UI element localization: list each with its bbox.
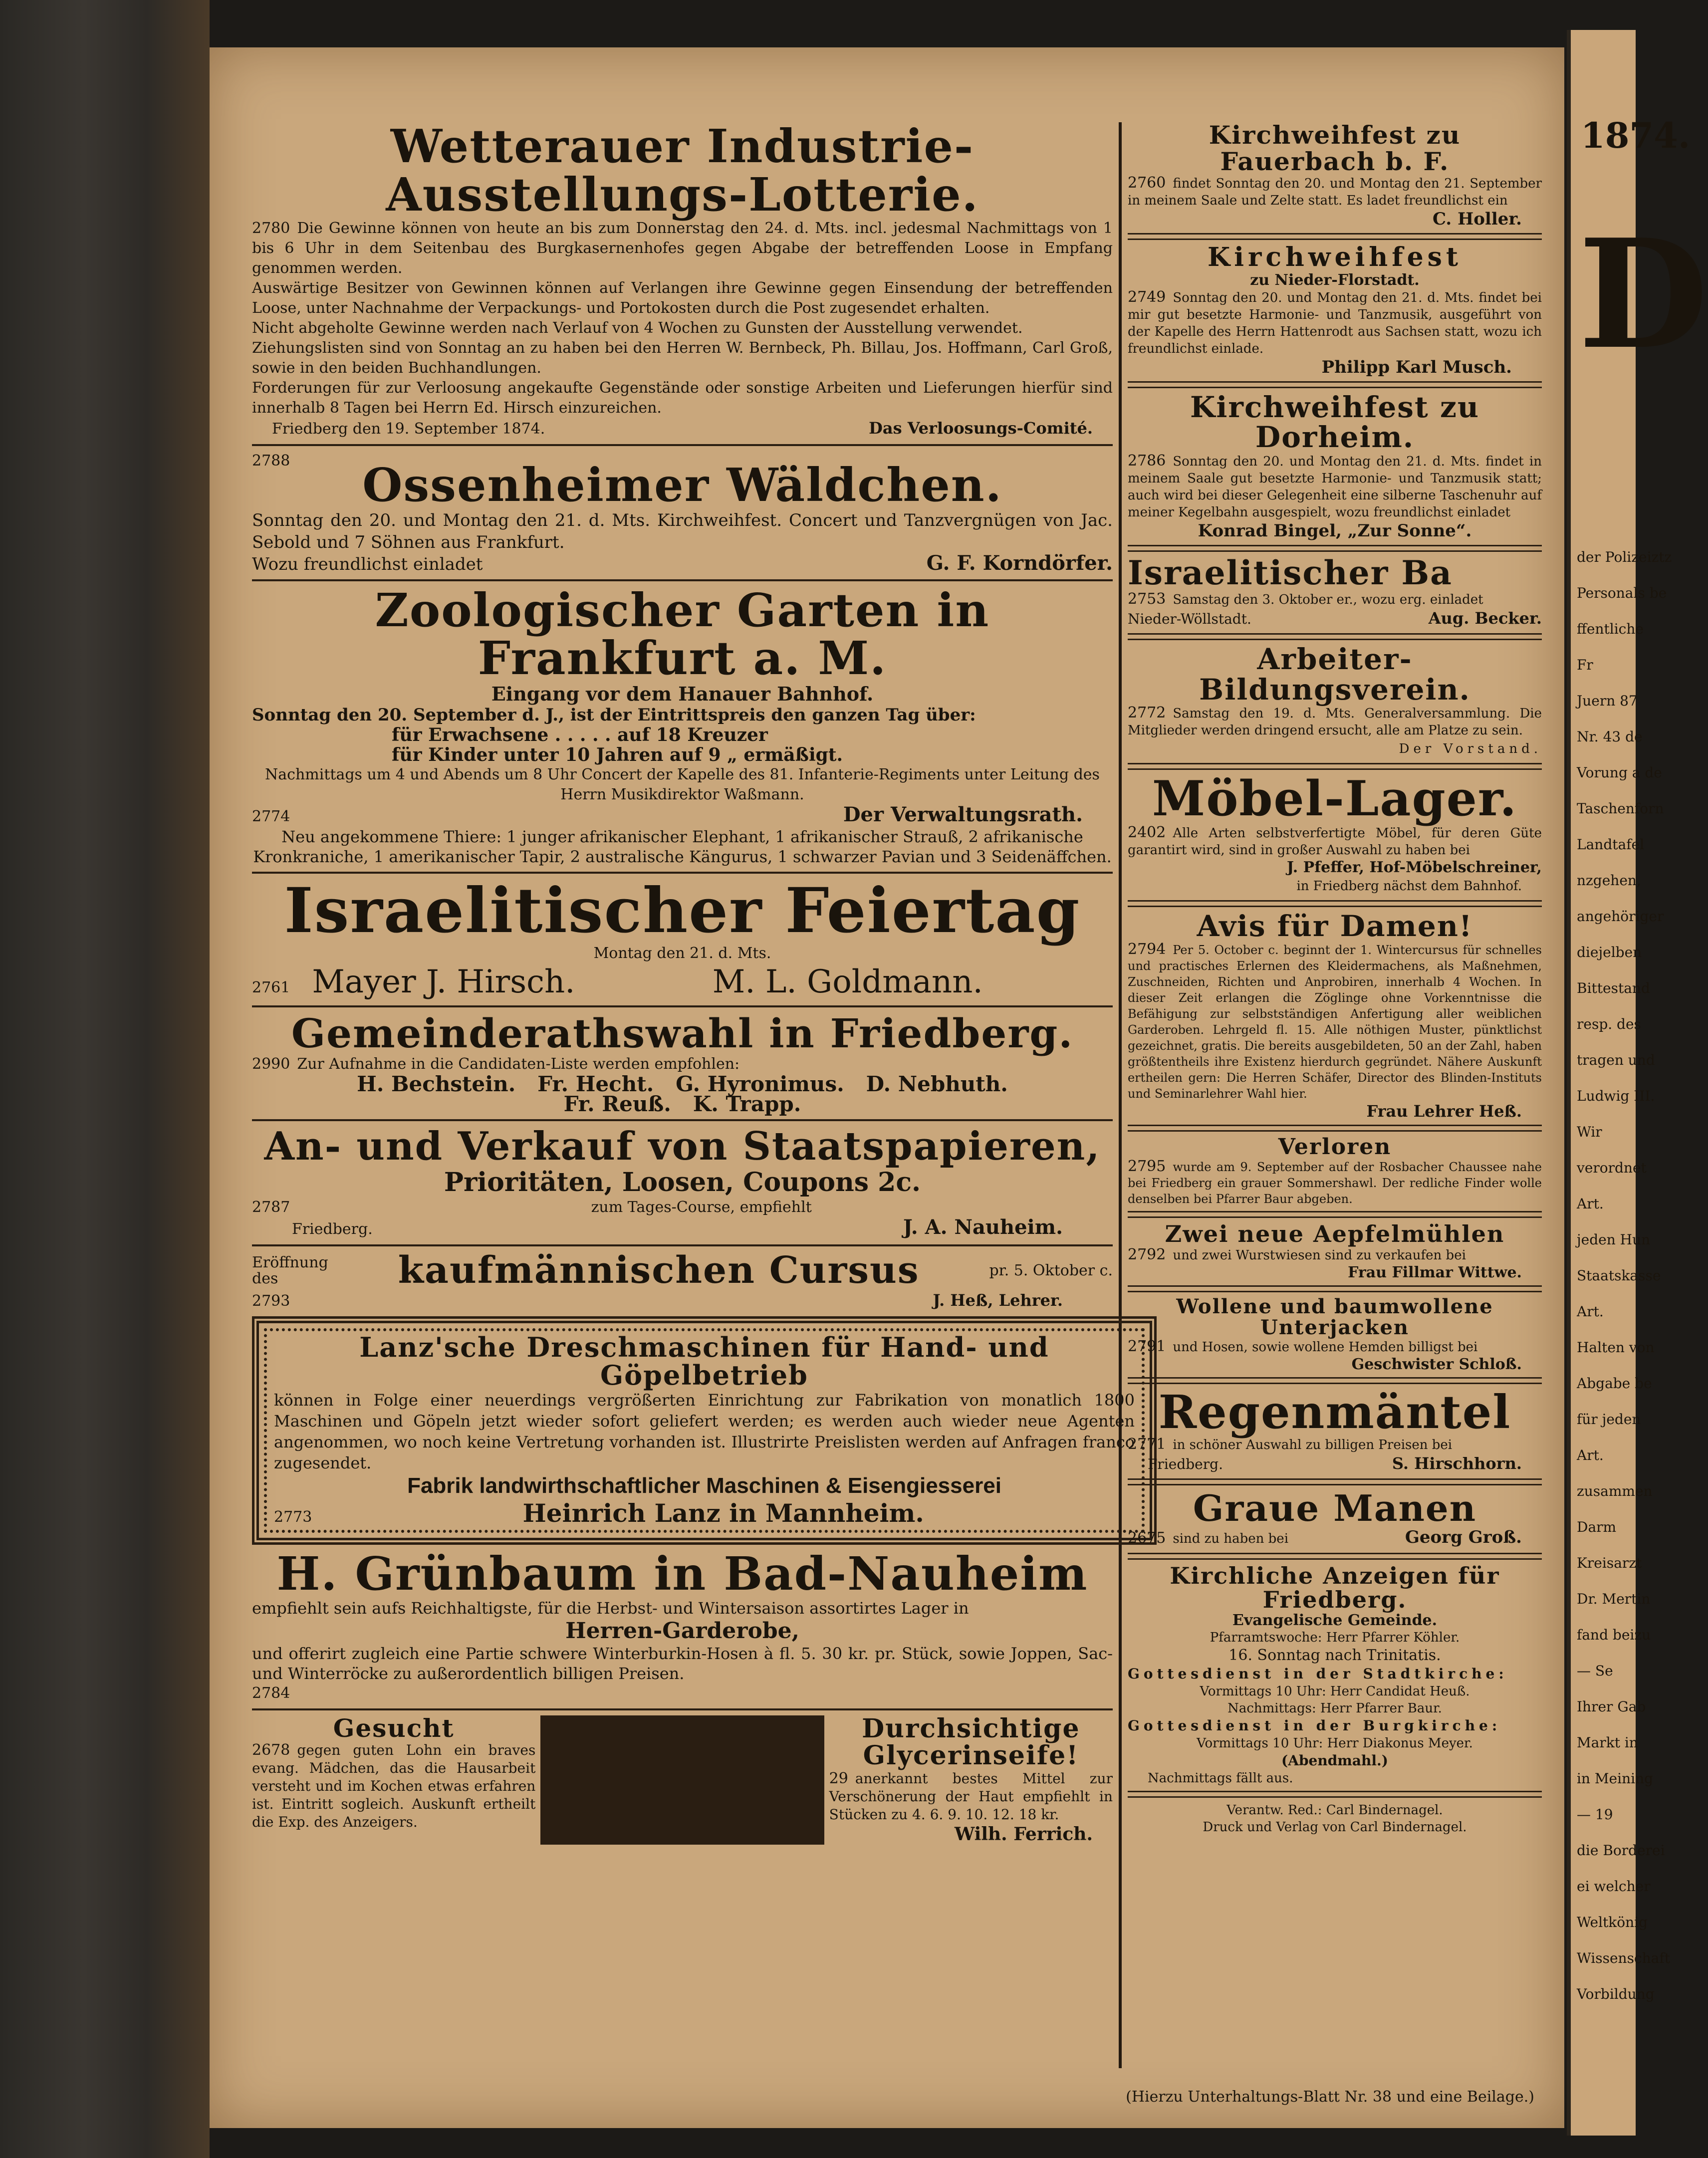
- ad-feiertag: [252, 874, 1113, 1007]
- ad-number: 2784: [252, 1684, 290, 1702]
- adjacent-text-fragment: Vorbildung: [1577, 1986, 1655, 2002]
- ad-signature: Georg Groß.: [1405, 1527, 1522, 1547]
- ad-date: pr. 5. Oktober c.: [989, 1261, 1113, 1279]
- adjacent-text-fragment: Kreisarzt: [1577, 1555, 1642, 1571]
- ad-title: Kirchweihfest zu Dorheim.: [1190, 390, 1480, 455]
- ad-text: Nachmittags um 4 und Abends um 8 Uhr Concert der Kapelle des 81. Infanterie-Regiments unter Leitung des Herrn Musikdirektor Waßmann.: [265, 765, 1100, 803]
- adjacent-text-fragment: Personals be: [1577, 585, 1667, 601]
- adjacent-text-fragment: zusammen: [1577, 1483, 1653, 1499]
- ad-signature: Aug. Becker.: [1428, 608, 1542, 628]
- ad-title: Zoologischer Garten in Frankfurt a. M.: [375, 583, 990, 686]
- ad-subtitle: Eingang vor dem Hanauer Bahnhof.: [491, 682, 874, 705]
- adjacent-text-fragment: Wir: [1577, 1124, 1602, 1140]
- ad-signature: Wilh. Ferrich.: [954, 1823, 1093, 1845]
- ad-text: Sonntag den 20. und Montag den 21. d. Mts. findet in meinem Saale gut besetzte Harmonie- und Tanzmusik statt; auch wird bei dieser Gelegenheit eine silberne Taschenuhr auf meiner Kegelbahn ausgespielt, wozu freundlichst einladet: [1128, 454, 1542, 520]
- adjacent-text-fragment: Ihrer Gab: [1577, 1698, 1646, 1715]
- ad-title: Kirchweihfest zu Fauerbach b. F.: [1209, 120, 1461, 176]
- impressum-line: Druck und Verlag von Carl Bindernagel.: [1203, 1820, 1467, 1835]
- ad-pair: [252, 1715, 1113, 1845]
- ad-title: An- und Verkauf von Staatspapieren,: [264, 1124, 1101, 1170]
- ad-signature: C. Holler.: [1432, 209, 1522, 229]
- ad-name: M. L. Goldmann.: [712, 963, 983, 1001]
- notice-line: 16. Sonntag nach Trinitatis.: [1228, 1647, 1441, 1665]
- adjacent-text-fragment: Vorung a de: [1577, 764, 1662, 781]
- notice-line: Nachmittags: Herr Pfarrer Baur.: [1227, 1701, 1442, 1716]
- adjacent-text-fragment: Dr. Mertin: [1577, 1591, 1651, 1607]
- adjacent-text-fragment: Halten von: [1577, 1339, 1655, 1356]
- ad-number: 2771: [1128, 1436, 1166, 1453]
- ad-moebel: [1128, 770, 1542, 907]
- ad-florstadt: [1128, 244, 1542, 388]
- adjacent-text-fragment: Art.: [1577, 1303, 1604, 1320]
- ad-number: 2675: [1128, 1529, 1166, 1547]
- adjacent-text-fragment: Fr: [1577, 657, 1593, 673]
- ad-cursus: [252, 1251, 1113, 1311]
- adjacent-text-fragment: — 19: [1577, 1806, 1613, 1823]
- ad-number: 2678: [252, 1741, 290, 1759]
- ad-title: Gemeinderathswahl in Friedberg.: [291, 1010, 1074, 1057]
- ad-title: Kirchweihfest: [1208, 242, 1462, 272]
- adjacent-text-fragment: verordnet: [1577, 1160, 1647, 1176]
- adjacent-text-fragment: Juern 87: [1577, 693, 1638, 709]
- notice-line: Vormittags 10 Uhr: Herr Candidat Heuß.: [1200, 1684, 1470, 1699]
- ad-place: Friedberg.: [1148, 1456, 1223, 1473]
- adjacent-text-fragment: angehöriger: [1577, 908, 1664, 925]
- adjacent-text-fragment: Markt in: [1577, 1734, 1638, 1751]
- ad-title: kaufmännischen Cursus: [398, 1249, 920, 1292]
- notice-line: Pfarramtswoche: Herr Pfarrer Köhler.: [1210, 1630, 1460, 1646]
- ad-gruenbaum: [252, 1547, 1113, 1710]
- ad-number: 2761: [252, 979, 290, 997]
- ad-text: in schöner Auswahl zu billigen Preisen bei: [1173, 1438, 1453, 1453]
- ad-text: anerkannt bestes Mittel zur Verschönerung der Haut empfiehlt in Stücken zu 4. 6. 9. 10. 12. 18 kr.: [829, 1770, 1113, 1823]
- ad-title: Wetterauer Industrie-Ausstellungs-Lotterie.: [386, 119, 979, 222]
- ad-glycerin: [829, 1715, 1113, 1845]
- newspaper-page: [210, 47, 1564, 2128]
- ad-number: 2760: [1128, 174, 1166, 192]
- ad-text: Auswärtige Besitzer von Gewinnen können auf Verlangen ihre Gewinne gegen Einsendung der betreffenden Loose, unter Nachnahme der Verpackungs- und Portokosten durch die Post zugesendet erhalten.: [252, 279, 1113, 317]
- ad-israel-ball: [1128, 553, 1542, 640]
- ad-number: 2787: [252, 1199, 290, 1216]
- ad-number: 2793: [252, 1292, 290, 1310]
- ad-subtitle: Herren-Garderobe,: [565, 1618, 799, 1644]
- church-notices: [1128, 1564, 1542, 1836]
- adjacent-text-fragment: Landtafel: [1577, 836, 1645, 853]
- ad-invite: Wozu freundlichst einladet: [252, 554, 483, 574]
- ad-waeldchen: [252, 451, 1113, 581]
- ad-dorheim: [1128, 392, 1542, 552]
- ad-number: 29: [829, 1769, 848, 1787]
- adjacent-text-fragment: für jeden: [1577, 1411, 1641, 1428]
- adjacent-text-fragment: jeden Hun: [1577, 1231, 1651, 1248]
- ad-arbeiter: [1128, 644, 1542, 770]
- notice-title: Kirchliche Anzeigen für Friedberg.: [1170, 1562, 1500, 1614]
- ad-text: Die Gewinne können von heute an bis zum Donnerstag den 24. d. Mts. incl. jedesmal Nachmittags von 1 bis 6 Uhr in dem Seitenbau des Burgkasernenhofes gegen Abgabe der betreffenden Loose in Empfang genommen werden.: [252, 220, 1113, 277]
- adjacent-text-fragment: Abgabe be: [1577, 1375, 1652, 1392]
- ad-text: Fr. Reuß. K. Trapp.: [563, 1092, 801, 1117]
- notice-line: Gottesdienst in der Stadtkirche:: [1128, 1666, 1508, 1682]
- ad-number: 2772: [1128, 704, 1166, 722]
- ad-title: H. Grünbaum in Bad-Nauheim: [276, 1547, 1088, 1601]
- adjacent-text-fragment: — Se: [1577, 1663, 1613, 1679]
- adjacent-text-fragment: in Meining: [1577, 1770, 1654, 1787]
- ad-lanz-framed: [252, 1316, 1157, 1545]
- ad-text: und zwei Wurstwiesen sind zu verkaufen bei: [1173, 1247, 1466, 1263]
- ad-aepfel: [1128, 1222, 1542, 1292]
- ad-signature: Geschwister Schloß.: [1351, 1355, 1522, 1373]
- ad-firm: Heinrich Lanz in Mannheim.: [522, 1498, 924, 1528]
- ad-wolle: [1128, 1296, 1542, 1384]
- adjacent-text-fragment: Bittestand: [1577, 980, 1650, 996]
- ad-regen: [1128, 1385, 1542, 1486]
- ad-place: Nieder-Wöllstadt.: [1128, 610, 1251, 627]
- ad-signature: Philipp Karl Musch.: [1321, 357, 1512, 377]
- ad-text: zum Tages-Course, empfiehlt: [591, 1199, 812, 1216]
- ad-place: Friedberg.: [292, 1220, 373, 1238]
- ad-text: Sonntag den 20. und Montag den 21. d. Mts. Kirchweihfest. Concert und Tanzvergnügen von Jac. Sebold und 7 Söhnen aus Frankfurt.: [252, 510, 1113, 552]
- column-divider: [1119, 122, 1122, 2068]
- ad-subtitle: zu Nieder-Florstadt.: [1250, 271, 1420, 289]
- ad-number: 2791: [1128, 1337, 1166, 1355]
- ad-signature: J. Pfeffer, Hof-Möbelschreiner,: [1286, 859, 1542, 877]
- supplement-note: (Hierzu Unterhaltungs-Blatt Nr. 38 und eine Beilage.): [1126, 2088, 1534, 2106]
- adjacent-page-edge: [1567, 30, 1708, 2136]
- adjacent-text-fragment: resp. des: [1577, 1016, 1641, 1032]
- adjacent-text-fragment: ffentliche: [1577, 621, 1644, 637]
- ad-text: gegen guten Lohn ein braves evang. Mädchen, das die Hausarbeit versteht und im Kochen etwas erfahren ist. Eintritt sogleich. Auskunft ertheilt die Exp. des Anzeigers.: [252, 1742, 536, 1831]
- adjacent-text-fragment: Nr. 43 de: [1577, 728, 1643, 745]
- adjacent-text-fragment: die Borderei: [1577, 1842, 1665, 1859]
- ad-text: können in Folge einer neuerdings vergrößerten Einrichtung zur Fabrikation von monatlich 1800 Maschinen und Göpeln jetzt wieder sofort geliefert werden; es werden auch wieder neue Agenten angenommen, wo noch keine Vertretung vorhanden ist. Illustrirte Preislisten werden auf Anfragen franco zugesendet.: [274, 1391, 1135, 1473]
- notice-line: (Abendmahl.): [1281, 1752, 1389, 1769]
- ad-title: Zwei neue Aepfelmühlen: [1165, 1220, 1505, 1248]
- ad-title: Arbeiter-Bildungsverein.: [1199, 642, 1470, 707]
- ad-name: Mayer J. Hirsch.: [312, 963, 575, 1001]
- ad-wahl: [252, 1012, 1113, 1121]
- ad-title: Lanz'sche Dreschmaschinen für Hand- und Göpelbetrieb: [359, 1331, 1049, 1392]
- ad-number: 2773: [274, 1508, 312, 1526]
- ad-signature: J. Heß, Lehrer.: [933, 1290, 1063, 1310]
- ad-lotterie: [252, 119, 1113, 446]
- ad-fauerbach: [1128, 122, 1542, 240]
- ad-signature: Konrad Bingel, „Zur Sonne“.: [1198, 521, 1472, 541]
- ad-signature: S. Hirschhorn.: [1392, 1454, 1522, 1473]
- adjacent-text-fragment: diejelben: [1577, 944, 1642, 960]
- ad-text: Zur Aufnahme in die Candidaten-Liste werden empfohlen:: [297, 1055, 740, 1073]
- ad-text: Nicht abgeholte Gewinne werden nach Verlauf von 4 Wochen zu Gunsten der Ausstellung verwendet.: [252, 319, 1023, 337]
- ad-title: Israelitischer Feiertag: [284, 874, 1081, 947]
- ad-text: Samstag den 3. Oktober er., wozu erg. einladet: [1173, 592, 1483, 607]
- adjacent-text-fragment: Darm: [1577, 1519, 1617, 1535]
- ad-text: Samstag den 19. d. Mts. Generalversammlung. Die Mitglieder werden dringend ersucht, alle am Platze zu sein.: [1128, 706, 1542, 738]
- adjacent-text-fragment: nzgehen,: [1577, 872, 1641, 889]
- ad-number: 2774: [252, 807, 290, 825]
- ad-subtitle: Montag den 21. d. Mts.: [593, 945, 771, 962]
- ad-text: Per 5. October c. beginnt der 1. Wintercursus für schnelles und practisches Erlernen des Kleidermachens, als Maßnehmen, Zuschneiden, Richten und Anprobiren, innerhalb 4 Wochen. In dieser Zeit erlangen die Zöglinge ohne Vorkenntnisse die Befähigung zur selbstständigen Anfertigung aller weiblichen Garderoben. Lehrgeld fl. 15. Alle nöthigen Muster, pünktlichst gezeichnet, gratis. Die bereits ausgebildeten, 50 an der Zahl, haben größtentheils ihre Existenz hierdurch gegründet. Nähere Auskunft ertheilen gern: Die Herren Schäfer, Director des Blinden-Instituts und Seminarlehrer Wahl hier.: [1128, 943, 1542, 1101]
- ad-title: Wollene und baumwollene Unterjacken: [1176, 1294, 1493, 1339]
- left-column: [252, 119, 1135, 2093]
- ad-number: 2795: [1128, 1158, 1166, 1176]
- ad-number: 2788: [252, 452, 290, 470]
- ad-text: für Erwachsene . . . . . auf 18 Kreuzer: [392, 724, 768, 745]
- ad-text: Sonntag den 20. September d. J., ist der Eintrittspreis den ganzen Tag über:: [252, 705, 976, 725]
- adjacent-text-fragment: Wissenschaft: [1577, 1950, 1670, 1966]
- adjacent-text-fragment: fand beizu: [1577, 1627, 1651, 1643]
- adjacent-year: 1874.: [1581, 115, 1691, 156]
- ad-number: 2794: [1128, 941, 1166, 959]
- notice-line: Gottesdienst in der Burgkirche:: [1128, 1717, 1501, 1734]
- ad-title: Ossenheimer Wäldchen.: [362, 458, 1002, 512]
- ad-signature: Das Verloosungs-Comité.: [869, 419, 1093, 438]
- notice-subtitle: Evangelische Gemeinde.: [1232, 1612, 1438, 1630]
- ad-subtitle: Fabrik landwirthschaftlicher Maschinen & Eisengiesserei: [407, 1473, 1001, 1498]
- ad-gesucht: [252, 1715, 535, 1845]
- ad-text: Forderungen für zur Verloosung angekaufte Gegenstände oder sonstige Arbeiten und Lieferungen hierfür sind innerhalb 8 Tagen bei Herrn Ed. Hirsch einzureichen.: [252, 379, 1113, 417]
- ad-title: Verloren: [1278, 1134, 1392, 1160]
- ad-signature: G. F. Korndörfer.: [926, 551, 1113, 575]
- ad-number: 2990: [252, 1055, 290, 1073]
- adjacent-text-fragment: ei welcher: [1577, 1878, 1651, 1895]
- ad-date: Friedberg den 19. September 1874.: [272, 420, 545, 438]
- ad-text: wurde am 9. September auf der Rosbacher Chaussee nahe bei Friedberg ein grauer Sommershawl. Der redliche Finder wolle denselben bei Pfarrer Baur abgeben.: [1128, 1160, 1542, 1206]
- notice-line: Vormittags 10 Uhr: Herr Diakonus Meyer.: [1197, 1736, 1473, 1751]
- ad-address: in Friedberg nächst dem Bahnhof.: [1296, 879, 1522, 894]
- notice-line: Nachmittags fällt aus.: [1148, 1771, 1293, 1786]
- book-binding: [0, 0, 210, 2158]
- ad-pretext: des: [252, 1269, 278, 1287]
- ad-text: empfiehlt sein aufs Reichhaltigste, für die Herbst- und Wintersaison assortirtes Lager in: [252, 1598, 969, 1618]
- ad-text: H. Bechstein. Fr. Hecht. G. Hyronimus. D. Nebhuth.: [357, 1072, 1008, 1097]
- impressum-line: Verantw. Red.: Carl Bindernagel.: [1226, 1803, 1443, 1818]
- ad-text: findet Sonntag den 20. und Montag den 21. September in meinem Saale und Zelte statt. Es ladet freundlichst ein: [1128, 176, 1542, 208]
- ad-signature: J. A. Nauheim.: [903, 1215, 1063, 1239]
- ad-pretext: Eröffnung: [252, 1253, 328, 1271]
- ad-title: Regenmäntel: [1158, 1385, 1511, 1439]
- ad-text: Alle Arten selbstverfertigte Möbel, für deren Güte garantirt wird, sind in großer Auswahl zu haben bei: [1128, 826, 1542, 858]
- adjacent-text-fragment: Art.: [1577, 1196, 1604, 1212]
- ad-number: 2753: [1128, 590, 1166, 608]
- ad-number: 2402: [1128, 824, 1166, 842]
- adjacent-masthead-letter: D: [1578, 206, 1708, 382]
- ad-verloren: [1128, 1136, 1542, 1218]
- ad-zoo: [252, 583, 1113, 874]
- ad-subtitle: Prioritäten, Loosen, Coupons 2c.: [444, 1167, 921, 1198]
- ad-title: Gesucht: [333, 1713, 455, 1743]
- ad-text: sind zu haben bei: [1173, 1531, 1289, 1546]
- right-column: [1128, 122, 1542, 2093]
- ad-number: 2780: [252, 220, 290, 238]
- ad-text: und offerirt zugleich eine Partie schwere Winterburkin-Hosen à fl. 5. 30 kr. pr. Stück, sowie Joppen, Sac- und Winterröcke zu außerordentlich billigen Preisen.: [252, 1644, 1113, 1683]
- ad-number: 2786: [1128, 452, 1166, 470]
- adjacent-text-fragment: Weltkönig: [1577, 1914, 1648, 1930]
- adjacent-text-fragment: Taschenforn: [1577, 800, 1664, 817]
- ad-avis: [1128, 911, 1542, 1132]
- adjacent-text-fragment: Staatskasse: [1577, 1267, 1661, 1284]
- ad-graue: [1128, 1489, 1542, 1560]
- ad-text: und Hosen, sowie wollene Hemden billigst bei: [1173, 1339, 1478, 1355]
- ad-signature: Frau Lehrer Heß.: [1366, 1102, 1522, 1121]
- ad-text: Neu angekommene Thiere: 1 junger afrikanischer Elephant, 1 afrikanischer Strauß, 2 afrikanische Kronkraniche, 1 amerikanischer Tapir, 2 australische Kängurus, 1 schwarzer Pavian und 3 Seidenäffchen.: [253, 827, 1112, 866]
- adjacent-text-fragment: Art.: [1577, 1447, 1604, 1463]
- ad-staatspapiere: [252, 1126, 1113, 1246]
- ad-title: Avis für Damen!: [1197, 909, 1473, 944]
- ad-text: Sonntag den 20. und Montag den 21. d. Mts. findet bei mir gut besetzte Harmonie- und Tanzmusik, ausgeführt von der Kapelle des Herrn Hattenrodt aus Sachsen statt, wozu ich freundlichst einlade.: [1128, 290, 1542, 356]
- ad-title: Möbel-Lager.: [1152, 770, 1517, 827]
- ad-number: 2792: [1128, 1245, 1166, 1263]
- ad-title: Graue Manen: [1193, 1487, 1477, 1530]
- ad-signature: Frau Fillmar Wittwe.: [1348, 1263, 1522, 1281]
- adjacent-text-fragment: Ludwig III.: [1577, 1088, 1655, 1104]
- ad-title: Israelitischer Ba: [1128, 553, 1453, 593]
- adjacent-text-fragment: tragen und: [1577, 1052, 1655, 1068]
- ad-text: Ziehungslisten sind von Sonntag an zu haben bei den Herren W. Bernbeck, Ph. Billau, Jos. Hoffmann, Carl Groß, sowie in den beiden Buchhandlungen.: [252, 339, 1113, 377]
- ad-signature: Der Vorstand.: [1399, 741, 1542, 757]
- ad-title: Durchsichtige Glycerinseife!: [862, 1713, 1080, 1771]
- ad-signature: Der Verwaltungsrath.: [843, 802, 1083, 826]
- adjacent-text-fragment: der Polizeiztz: [1577, 549, 1672, 565]
- ad-number: 2749: [1128, 288, 1166, 306]
- ad-text: für Kinder unter 10 Jahren auf 9 „ ermäßigt.: [392, 744, 843, 765]
